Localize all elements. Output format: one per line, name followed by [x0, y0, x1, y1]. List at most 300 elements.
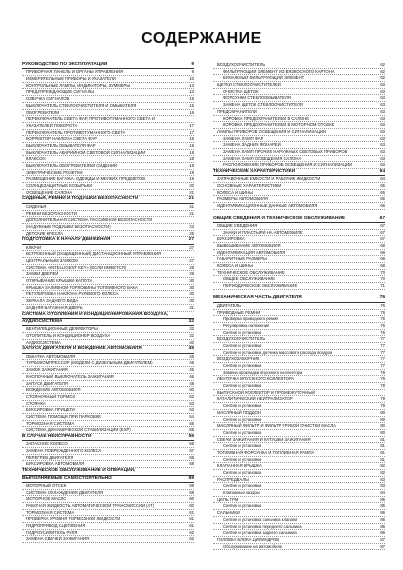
toc-entry-text: РАСПРЕДВАЛЫ	[217, 476, 249, 482]
toc-entry	[22, 136, 194, 143]
toc-entry-text: Снятие и установка	[223, 403, 262, 409]
toc-entry-text: МОТОРНЫЙ ОТСЕК	[26, 482, 67, 488]
toc-entry-text: ОБОГРЕВАТЕЛИ	[26, 109, 60, 115]
toc-entry	[22, 333, 194, 340]
toc-page-number: 17	[189, 122, 194, 128]
toc-page-number: 30	[189, 298, 194, 304]
toc-entry-text: СОЛНЦЕЗАЩИТНЫЕ КОЗЫРЬКИ	[26, 183, 93, 189]
toc-page-number: 86	[380, 510, 385, 516]
toc-entry	[22, 69, 194, 76]
toc-entry	[213, 323, 385, 330]
toc-entry-text: САЛЬНИКИ	[217, 510, 240, 516]
toc-page-number: 55	[189, 420, 194, 426]
toc-entry-text: ЛЕНТОЧКА ВПУСКНОГО КОЛЛЕКТОРА	[217, 376, 295, 382]
toc-page-number: 86	[380, 523, 385, 529]
toc-entry	[22, 211, 194, 218]
toc-entry-text: МЕХАНИЧЕСКАЯ ЧАСТЬ ДВИГАТЕЛЯ	[213, 295, 302, 301]
toc-entry	[213, 129, 385, 136]
toc-page-number: 64	[379, 169, 385, 174]
toc-page-number: 18	[189, 156, 194, 162]
toc-page-number: 77	[380, 342, 385, 348]
toc-entry-text: ВЫВЕШИВАНИЕ АВТОМОБИЛЯ	[217, 242, 281, 248]
toc-page-number: 27	[188, 237, 194, 243]
toc-page-number: 61	[189, 516, 194, 522]
toc-entry	[22, 271, 194, 278]
toc-entry	[22, 231, 194, 238]
toc-entry-text: ТОРМОЗНАЯ СИСТЕМА	[26, 509, 75, 515]
toc-entry	[213, 544, 385, 551]
toc-entry-text: ДВИГАТЕЛЬ	[217, 302, 241, 308]
toc-entry-text: ТОРМОЗНАЯ СИСТЕМА	[26, 420, 75, 426]
toc-entry	[213, 142, 385, 149]
toc-entry	[213, 230, 385, 237]
toc-page-number: 54	[189, 413, 194, 419]
toc-entry	[213, 417, 385, 424]
toc-page-number: 56	[188, 434, 194, 440]
toc-page-number: 28	[189, 264, 194, 270]
toc-entry	[213, 75, 385, 82]
toc-entry	[213, 470, 385, 477]
toc-entry-text: КОНТРОЛЬНЫЕ ЛАМПЫ, ИНДИКАТОРЫ, ЗУММЕРЫ	[26, 82, 131, 88]
toc-entry-text: ВЫКЛЮЧАТЕЛЬ ОМЫВАТЕЛЯ ФАР	[26, 142, 96, 148]
toc-entry-text: РЕМНИ БЕЗОПАСНОСТИ	[26, 210, 77, 216]
toc-page-number: 77	[380, 349, 385, 355]
toc-entry	[22, 89, 194, 96]
toc-page-number: 61	[189, 523, 194, 529]
toc-page-number: 63	[380, 162, 385, 168]
toc-page-number: 15	[189, 96, 194, 102]
toc-entry-text: ГАБАРИТНЫЕ РАЗМЕРЫ	[217, 256, 267, 262]
toc-entry	[22, 523, 194, 530]
page-title: СОДЕРЖАНИЕ	[141, 30, 262, 47]
toc-entry	[213, 503, 385, 510]
toc-page-number: 62	[380, 68, 385, 74]
toc-entry	[22, 217, 194, 224]
toc-page-number: 61	[189, 509, 194, 515]
toc-page-number: 65	[380, 189, 385, 195]
toc-page-number: 86	[380, 530, 385, 536]
toc-entry-text: ВОЗДУХООЧИСТИТЕЛЬ	[217, 62, 266, 67]
toc-page-number: 32	[189, 326, 194, 332]
toc-page-number: 18	[189, 149, 194, 155]
toc-entry-text: ЗАМЕНА ЛАМП ФАР	[223, 135, 264, 141]
toc-entry-text: Регулировка натяжения	[223, 322, 270, 328]
toc-page-number: 31	[189, 304, 194, 310]
toc-page-number: 30	[189, 278, 194, 284]
toc-entry	[22, 401, 194, 408]
toc-page-number: 63	[380, 148, 385, 154]
toc-entry	[213, 530, 385, 537]
toc-entry-text: АУДИОСИСТЕМА	[26, 339, 61, 345]
toc-page-number: 85	[380, 496, 385, 502]
toc-entry	[22, 421, 194, 428]
toc-page-number: 63	[380, 155, 385, 161]
toc-page-number: 60	[189, 503, 194, 509]
toc-entry-text: БУКСИРОВКА	[217, 236, 245, 242]
toc-page-number: 82	[380, 470, 385, 476]
toc-entry-text: ПРЕДУПРЕЖДАЮЩИЕ СИГНАЛЫ	[26, 89, 95, 95]
toc-entry	[213, 136, 385, 143]
toc-entry	[22, 156, 194, 163]
toc-entry-text: ОБЩЕЕ ОБСЛУЖИВАНИЕ	[223, 276, 276, 282]
toc-entry	[213, 243, 385, 250]
toc-entry-text: ФИЛЬТРУЮЩИЙ ЭЛЕМЕНТ ИЗ ВЯЗКОСНОГО КАРТОНА	[223, 68, 335, 74]
toc-entry-text: ОЗВУЧКА СИГНАЛОВ	[26, 96, 70, 102]
toc-entry	[213, 524, 385, 531]
toc-page-number: 21	[188, 196, 194, 202]
toc-entry-text: ЗАМЕНА ЛАМП ПРОЧИХ НАРУЖНЫХ СВЕТОВЫХ ПРИБОРОВ	[223, 148, 348, 154]
toc-entry	[213, 336, 385, 343]
toc-entry	[213, 430, 385, 437]
toc-entry-text: ИЗМЕРИТЕЛЬНЫЕ ПРИБОРЫ И УКАЗАТЕЛИ	[26, 76, 116, 82]
toc-page-number: 30	[189, 284, 194, 290]
toc-section-heading	[22, 468, 194, 475]
toc-entry-text: СИСТЕМА ДИНАМИЧЕСКОЙ СТАБИЛИЗАЦИИ (ESP)	[26, 427, 131, 433]
toc-page-number: 20	[189, 183, 194, 189]
toc-entry	[213, 490, 385, 497]
toc-page-number: 76	[380, 329, 385, 335]
toc-section-heading	[22, 62, 194, 69]
toc-entry	[22, 394, 194, 401]
toc-entry-text: ЗАДНЯЯ БАГАЖНАЯ ДВЕРЬ	[26, 304, 83, 310]
toc-entry	[213, 310, 385, 317]
toc-page-number: 45	[189, 353, 194, 359]
toc-page-number: 62	[380, 62, 385, 67]
toc-page-number: 68	[380, 242, 385, 248]
toc-page-number: 79	[380, 403, 385, 409]
toc-entry-text: МОТОРНОЕ МАСЛО	[26, 496, 67, 502]
toc-entry-text: ВЫКЛЮЧАТЕЛЬ АВАРИЙНОЙ СВЕТОВОЙ СИГНАЛИЗАЦИИ	[26, 149, 146, 155]
toc-entry	[22, 536, 194, 543]
toc-page-number: 52	[189, 393, 194, 399]
toc-entry	[22, 407, 194, 414]
toc-entry-text: КРЫШКА ЗАЛИВНОЙ ГОРЛОВИНЫ ТОПЛИВНОГО БАКА	[26, 284, 138, 290]
toc-entry-text: Снятие и установка датчика массового расхода воздуха	[223, 349, 333, 355]
toc-entry-text: ГИДРОУСИЛИТЕЛЬ РУЛЯ	[26, 529, 78, 535]
toc-entry-text: КЛАКСОН	[26, 156, 46, 162]
toc-entry	[213, 376, 385, 383]
toc-entry-text: ПРЕДОХРАНИТЕЛИ	[217, 108, 257, 114]
toc-page-number: 76	[379, 295, 385, 301]
toc-entry-text: ВЫПОЛНЯЕМЫЕ САМОСТОЯТЕЛЬНО	[22, 475, 112, 481]
toc-page-number: 67	[380, 236, 385, 242]
toc-entry	[213, 276, 385, 283]
toc-page-number: 29	[189, 271, 194, 277]
toc-page-number: 81	[380, 436, 385, 442]
toc-entry	[213, 303, 385, 310]
toc-entry	[213, 390, 385, 397]
toc-entry	[213, 450, 385, 457]
toc-entry	[213, 510, 385, 517]
toc-entry	[213, 176, 385, 183]
toc-entry-text: ЗАПУСК ДВИГАТЕЛЯ	[26, 380, 68, 386]
toc-entry-text: ГИДРОПРИВОД СЦЕПЛЕНИЯ	[26, 523, 86, 529]
toc-entry	[213, 483, 385, 490]
toc-entry-text: Снятие и установка	[223, 383, 262, 389]
toc-entry	[213, 316, 385, 323]
toc-entry-text: СИСТЕМА ОТОПЛЕНИЯ И КОНДИЦИОНИРОВАНИЯ ВОЗДУХА,	[22, 311, 169, 317]
toc-entry-text: СИСТЕМА ОХЛАЖДЕНИЯ ДВИГАТЕЛЯ	[26, 489, 104, 495]
toc-entry-text: ТОПЛИВНАЯ ФОРСУНКА И ТОПЛИВНАЯ РАМПА	[217, 449, 315, 455]
toc-page-number: 13	[189, 89, 194, 95]
toc-page-number: 82	[380, 463, 385, 469]
toc-entry	[22, 427, 194, 434]
toc-section-heading	[22, 346, 194, 353]
toc-entry	[213, 343, 385, 350]
toc-page-number: 85	[380, 503, 385, 509]
toc-page-number: 59	[189, 489, 194, 495]
toc-entry	[213, 116, 385, 123]
toc-entry-text: Снятие и установка	[223, 429, 262, 435]
toc-page-number: 87	[380, 536, 385, 542]
toc-entry-text: КОРРЕКТОР НАКЛОНА СВЕТА ФАР	[26, 136, 97, 142]
toc-entry-text: БУКСИРОВКА ПРИЦЕПА	[26, 407, 76, 413]
toc-entry	[22, 143, 194, 150]
toc-entry	[22, 116, 194, 123]
toc-entry-text: ПОДГОТОВКА К НАЧАЛУ ДВИЖЕНИЯ	[22, 237, 111, 243]
toc-entry-text: ВОЗДУХОЗАБОРНИК	[217, 356, 260, 362]
toc-entry-text: ЗАМКИ ДВЕРЕЙ	[26, 271, 59, 277]
toc-entry	[213, 223, 385, 230]
toc-entry	[22, 123, 194, 130]
toc-entry-text: ПЕРИОДИЧЕСКОЕ ОБСЛУЖИВАНИЕ	[223, 283, 298, 289]
toc-entry-text: РЕГУЛИРОВКА НАКЛОНА РУЛЕВОГО КОЛЕСА	[26, 291, 119, 297]
toc-page-number: 76	[380, 309, 385, 315]
toc-entry-text: ТЕХНИЧЕСКОЕ ОБСЛУЖИВАНИЕ	[217, 269, 285, 275]
toc-entry	[213, 250, 385, 257]
toc-entry-text: КОРОБКА ПРЕДОХРАНИТЕЛЕЙ В САЛОНЕ	[223, 115, 310, 121]
toc-entry-text: КЛАПАННАЯ КРЫШКА	[217, 463, 262, 469]
toc-page-number: 32	[188, 318, 194, 324]
toc-entry-text: ОСНОВНЫЕ ХАРАКТЕРИСТИКИ	[217, 183, 282, 189]
toc-entry-text: МАСЛЯНЫЙ ФИЛЬТР И ФИЛЬТР ГРУБОЙ ОЧИСТКИ МАСЛА	[217, 423, 336, 429]
toc-page-number: 63	[380, 102, 385, 108]
toc-entry	[213, 350, 385, 357]
toc-page-number: 83	[380, 483, 385, 489]
toc-entry-text: РАЗМЕРЫ АВТОМОБИЛЯ	[217, 196, 268, 202]
toc-entry	[22, 96, 194, 103]
toc-entry	[213, 95, 385, 102]
toc-page-number: 80	[380, 409, 385, 415]
toc-entry	[22, 285, 194, 292]
toc-page-number: 68	[380, 249, 385, 255]
toc-page-number: 55	[189, 427, 194, 433]
toc-entry	[22, 381, 194, 388]
toc-entry-text: ЗАМЕНА ЛАМП ОСВЕЩЕНИЯ САЛОНА	[223, 155, 302, 161]
toc-entry-text: Замена прокладки впускного коллектора	[223, 369, 303, 375]
toc-entry-text: ЦЕНТРАЛЬНЫМ ЗАМКОМ	[26, 258, 78, 264]
toc-entry-text: ЗАПАСНОЕ КОЛЕСО	[26, 441, 68, 447]
toc-entry	[22, 150, 194, 157]
toc-entry-text: ЗАМЕНА ЩЕТОК СТЕКЛООЧИСТИТЕЛЯ	[223, 102, 303, 108]
toc-entry-text: Снятие и установка	[223, 329, 262, 335]
toc-page-number: 65	[380, 183, 385, 189]
toc-entry-text: СИСТЕМА «INTELLIGENT KEY» (ЕСЛИ ИМЕЕТСЯ)	[26, 264, 127, 270]
toc-entry-text: ВЫКЛЮЧАТЕЛЬ СТЕКЛООЧИСТИТЕЛЯ И ОМЫВАТЕЛЯ	[26, 102, 137, 108]
toc-page-number: 9	[191, 69, 194, 75]
toc-section-heading	[22, 237, 194, 244]
toc-entry	[22, 291, 194, 298]
toc-page-number: 77	[380, 336, 385, 342]
toc-section-heading	[22, 319, 194, 326]
toc-entry-text: ДОПОЛНИТЕЛЬНАЯ СИСТЕМА ПАССИВНОЙ БЕЗОПАСНОСТИ	[26, 217, 153, 223]
toc-entry-text: ОЧИСТКА ЩЕТОК	[223, 88, 259, 94]
toc-page-number: 50	[189, 387, 194, 393]
toc-entry	[22, 224, 194, 231]
toc-section-heading	[213, 216, 385, 223]
toc-entry-text: ПЕРЕКЛЮЧАТЕЛЬ СВЕТА ФАР, ПРОТИВОТУМАННОГО СВЕТА И	[26, 116, 155, 122]
toc-entry	[22, 130, 194, 137]
toc-entry-text: КОЛЕСА И ШИНЫ	[217, 189, 253, 195]
toc-entry-text: (НАДУВНЫЕ ПОДУШКИ БЕЗОПАСНОСТИ)	[26, 223, 111, 229]
toc-entry-text: Снятие и установка	[223, 503, 262, 509]
toc-page-number: 68	[380, 256, 385, 262]
toc-entry-text: Снятие и установка заднего сальника	[223, 530, 297, 536]
toc-entry	[22, 530, 194, 537]
toc-entry-text: Снятие и установка переднего сальника	[223, 523, 302, 529]
toc-section-heading	[22, 196, 194, 203]
toc-section-heading	[22, 312, 194, 319]
toc-page-number: 17	[189, 129, 194, 135]
toc-entry	[213, 443, 385, 450]
toc-entry-text: РУКОВОДСТВО ПО ЭКСПЛУАТАЦИИ	[22, 62, 108, 67]
toc-entry-text: ЦЕПЬ ГРМ	[217, 496, 239, 502]
toc-page-number: 87	[380, 543, 385, 549]
toc-entry	[213, 330, 385, 337]
toc-entry	[22, 110, 194, 117]
toc-page-number: 53	[189, 407, 194, 413]
toc-entry	[22, 448, 194, 455]
toc-entry-text: ЗАМЕНА СВЕЧЕЙ ЗАЖИГАНИЯ	[26, 536, 89, 542]
toc-page-number: 30	[189, 291, 194, 297]
toc-entry	[213, 190, 385, 197]
toc-page-number: 58	[189, 461, 194, 467]
toc-entry	[213, 69, 385, 76]
toc-page-number: 56	[189, 441, 194, 447]
toc-entry-text: ОСВЕЩЕНИЕ САЛОНА	[26, 189, 73, 195]
toc-page-number: 9	[191, 62, 194, 67]
toc-page-number: 63	[380, 115, 385, 121]
toc-entry-text: В СЛУЧАЕ НЕИСПРАВНОСТИ	[22, 434, 92, 440]
toc-page-number: 76	[380, 302, 385, 308]
toc-entry	[22, 455, 194, 462]
toc-entry	[22, 245, 194, 252]
toc-entry-text: СТОЯНОЧНЫЙ ТОРМОЗ	[26, 393, 75, 399]
toc-page-number: 27	[189, 258, 194, 264]
toc-entry-text: КОЛЕСА И ШИНЫ	[217, 263, 253, 269]
toc-page-number: 63	[380, 122, 385, 128]
toc-entry	[213, 410, 385, 417]
toc-entry-text: ДЕТСКИЕ КРЕСЛА	[26, 230, 64, 236]
toc-entry	[22, 510, 194, 517]
toc-entry-text: РАСПОЛОЖЕНИЕ ПРИБОРОВ ОСВЕЩЕНИЯ И СИГНАЛИЗАЦИИ	[223, 162, 353, 168]
toc-entry	[22, 305, 194, 312]
toc-entry	[213, 256, 385, 263]
toc-entry-text: ОБЩИЕ СВЕДЕНИЯ И ТЕХНИЧЕСКОЕ ОБСЛУЖИВАНИЕ	[213, 215, 346, 221]
toc-entry	[213, 383, 385, 390]
toc-entry-text: ВСТРОЕННЫЙ (ЗАЩИЩЕННЫЙ) ДИСТАНЦИОННЫЙ УПРАВЛЕНИЯ	[26, 251, 162, 257]
toc-page-number: 84	[380, 490, 385, 496]
toc-entry	[22, 461, 194, 468]
toc-entry	[22, 490, 194, 497]
toc-page-number: 62	[189, 529, 194, 535]
toc-page-number: 18	[189, 142, 194, 148]
toc-page-number: 16	[189, 109, 194, 115]
toc-page-number: 62	[189, 536, 194, 542]
toc-entry-text: ЩЕТКИ СТЕКЛООЧИСТИТЕЛЕЙ	[217, 82, 281, 88]
toc-page-number: 21	[189, 203, 194, 209]
toc-entry-text: ПРИБОРНАЯ ПАНЕЛЬ И ОРГАНЫ УПРАВЛЕНИЯ	[26, 69, 124, 75]
toc-entry	[22, 340, 194, 347]
toc-entry-text: ПЕРЕКЛЮЧАТЕЛЬ ПРОТИВОТУМАННОГО СВЕТА	[26, 129, 126, 135]
toc-page-number: 10	[189, 76, 194, 82]
toc-entry-text: ВЫПУСКНОЙ КОЛЛЕКТОР И ПРОМЕЖУТОЧНЫЙ	[217, 389, 316, 395]
toc-page-number: 45	[189, 360, 194, 366]
toc-entry	[213, 196, 385, 203]
toc-entry	[22, 83, 194, 90]
toc-page-number: 45	[188, 346, 194, 352]
toc-entry-text: СВЕЧИ ЗАЖИГАНИЯ И КАТУШКИ ЗАЖИГАНИЯ	[217, 436, 311, 442]
toc-entry-text: Снятие и установка	[223, 416, 262, 422]
toc-page-number: 63	[380, 142, 385, 148]
toc-page-number: 83	[380, 476, 385, 482]
toc-entry	[22, 103, 194, 110]
toc-page-number: 58	[189, 454, 194, 460]
toc-entry	[213, 156, 385, 163]
toc-entry-text: ИДЕНТИФИКАЦИЯ АВТОМОБИЛЯ	[217, 249, 286, 255]
toc-page-number: 13	[189, 82, 194, 88]
toc-entry-text: ПЕРЕГРЕВ ДВИГАТЕЛЯ	[26, 454, 74, 460]
toc-entry-text: МАСЛЯНЫЙ ПОДДОН	[217, 409, 261, 415]
toc-entry	[213, 62, 385, 69]
toc-page-number: 86	[380, 516, 385, 522]
toc-page-number: 71	[380, 283, 385, 289]
toc-entry-text: РАБОЧАЯ ЖИДКОСТЬ АВТОМАТИЧЕСКОЙ ТРАНСМИССИИ (АТ)	[26, 503, 154, 509]
toc-entry	[22, 496, 194, 503]
toc-entry-text: ЭЛЕКТРИЧЕСКИЕ РОЗЕТКИ	[26, 169, 83, 175]
toc-entry	[213, 183, 385, 190]
toc-entry	[213, 102, 385, 109]
toc-entry-text: Проверка приводного ремня	[223, 316, 279, 322]
toc-entry	[213, 356, 385, 363]
toc-page-number: 19	[189, 176, 194, 182]
toc-entry-text: Снятие и установка	[223, 443, 262, 449]
toc-entry	[213, 203, 385, 210]
toc-page-number: 23	[189, 223, 194, 229]
toc-entry-text: ЗАМЕНА ПОВРЕЖДЕННОГО КОЛЕСА	[26, 448, 102, 454]
toc-page-number: 63	[380, 135, 385, 141]
toc-entry-text: АУДИОСИСТЕМА	[22, 318, 63, 324]
toc-entry-text: СИСТЕМА ПОМОЩИ ПРИ ПАРКОВКЕ	[26, 413, 102, 419]
toc-entry-text: ЗАПРАВОЧНЫЕ ЕМКОСТИ И РАБОЧИЕ ЖИДКОСТИ	[217, 176, 321, 182]
toc-right-column	[213, 62, 385, 550]
toc-page-number: 63	[380, 88, 385, 94]
toc-entry-text: ЗАПУСК ДВИГАТЕЛЯ И ВОЖДЕНИЕ АВТОМОБИЛЯ	[22, 346, 142, 352]
toc-page-number: 21	[189, 210, 194, 216]
toc-page-number: 25	[189, 230, 194, 236]
toc-page-number: 65	[380, 196, 385, 202]
toc-page-number: 76	[380, 322, 385, 328]
toc-entry	[22, 190, 194, 197]
toc-page-number: 78	[380, 369, 385, 375]
toc-entry-text: ФОРСУНКИ СТЕКЛООМЫВАТЕЛЯ	[223, 95, 291, 101]
toc-page-number: 18	[189, 136, 194, 142]
toc-entry-text: РАЗМЕЩЕНИЕ БАГАЖА, ОДЕЖДЫ И МЕЛКИХ ПРЕДМЕТОВ	[26, 176, 146, 182]
toc-entry-text: ИДЕНТИФИКАЦИОННЫЕ ДАННЫЕ АВТОМОБИЛЯ	[217, 203, 318, 209]
toc-entry	[213, 537, 385, 544]
toc-entry	[213, 263, 385, 270]
toc-entry	[22, 265, 194, 272]
